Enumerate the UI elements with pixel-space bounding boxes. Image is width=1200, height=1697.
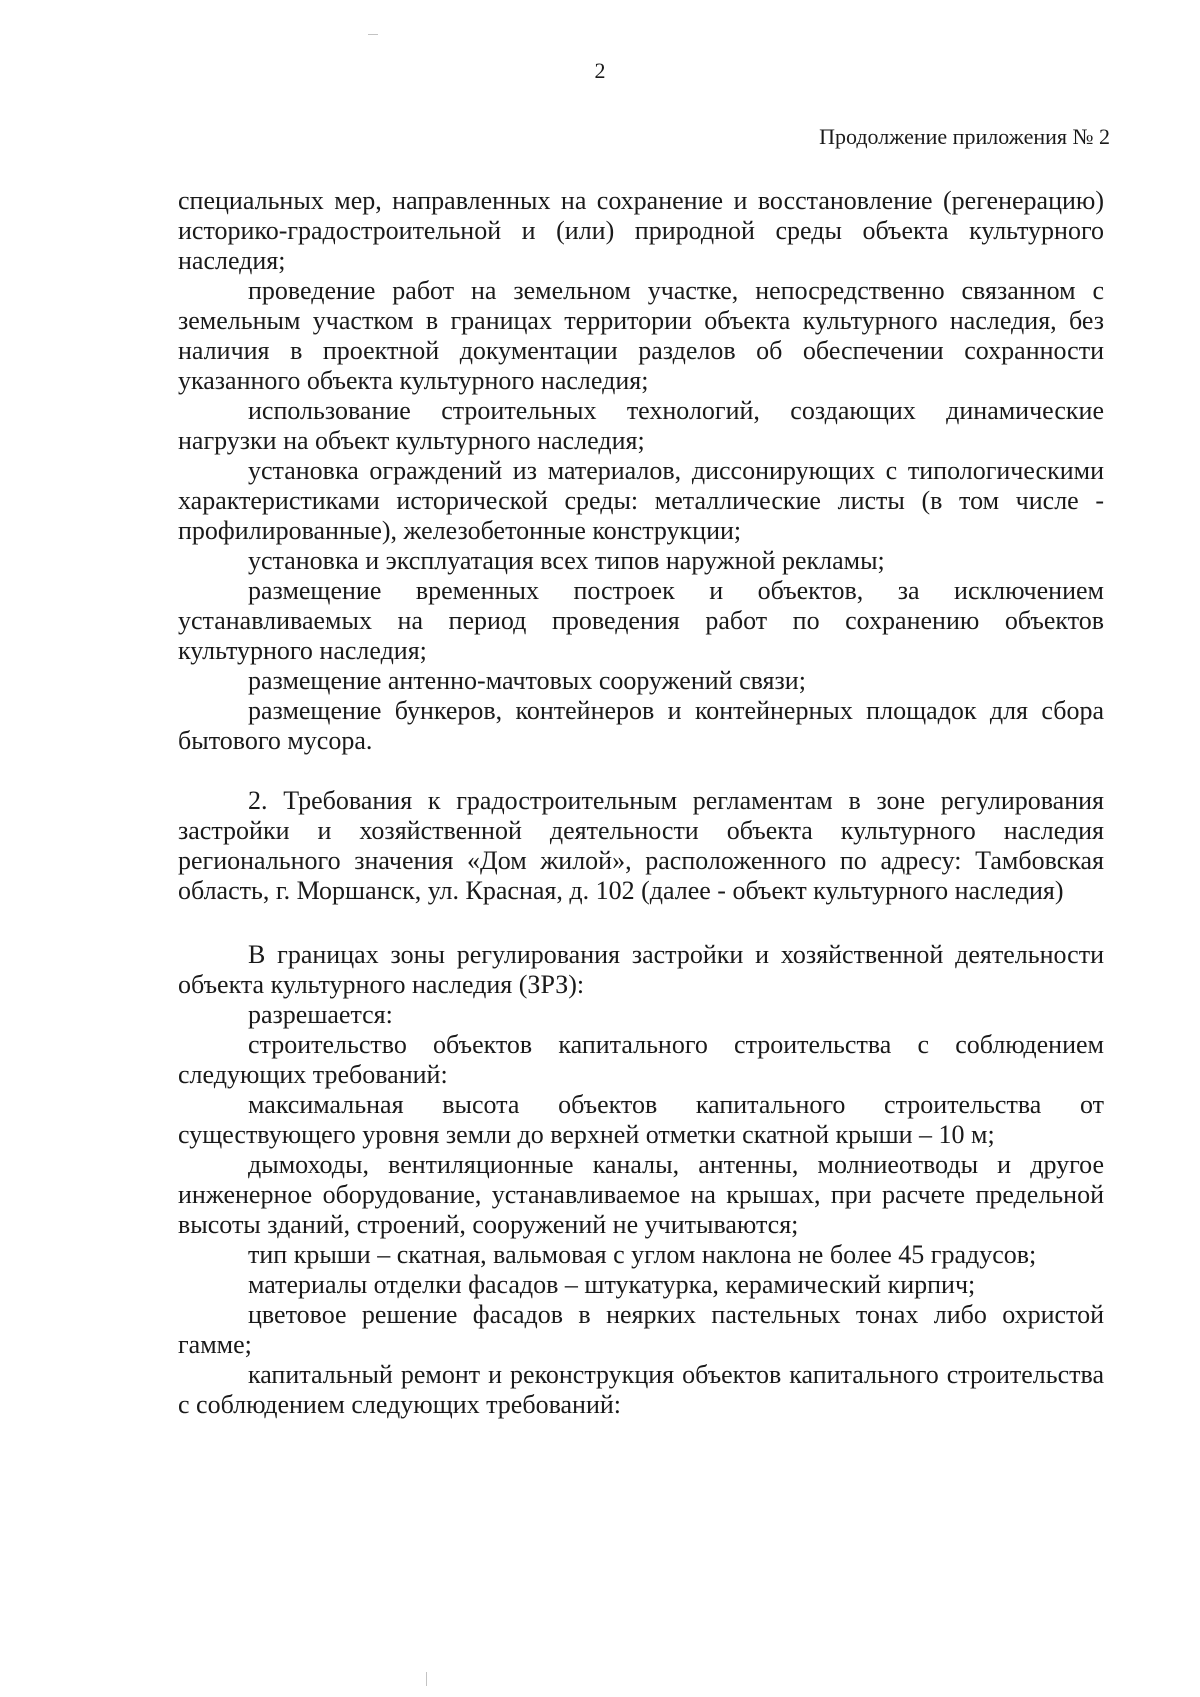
scan-artifact [426,1672,427,1686]
paragraph: В границах зоны регулирования застройки и хозяйственной деятельности объекта культурного наследия (ЗРЗ): [178,940,1104,999]
paragraph: дымоходы, вентиляционные каналы, антенны, молниеотводы и другое инженерное оборудование, устанавливаемое на крышах, при расчете предельной высоты зданий, строений, сооружений не учитываются; [178,1150,1104,1239]
scan-artifact [368,34,378,35]
paragraph: строительство объектов капитального строительства с соблюдением следующих требований: [178,1030,1104,1089]
paragraph: размещение антенно-мачтовых сооружений связи; [248,666,806,695]
paragraph: размещение бункеров, контейнеров и контейнерных площадок для сбора бытового мусора. [178,696,1104,755]
paragraph: материалы отделки фасадов – штукатурка, керамический кирпич; [248,1270,976,1299]
document-body [178,186,1104,1420]
paragraph: максимальная высота объектов капитального строительства от существующего уровня земли до верхней отметки скатной крыши – 10 м; [178,1090,1104,1149]
paragraph: использование строительных технологий, создающих динамические нагрузки на объект культурного наследия; [178,396,1104,455]
paragraph: размещение временных построек и объектов, за исключением устанавливаемых на период проведения работ по сохранению объектов культурного наследия; [178,576,1104,665]
paragraph: тип крыши – скатная, вальмовая с углом наклона не более 45 градусов; [248,1240,1037,1269]
paragraph: разрешается: [248,1000,393,1029]
paragraph: установка и эксплуатация всех типов наружной рекламы; [248,546,885,575]
paragraph: установка ограждений из материалов, диссонирующих с типологическими характеристиками исторической среды: металлические листы (в том числе - профилированные), железобетонные конструкции; [178,456,1104,545]
appendix-continuation-note: Продолжение приложения № 2 [819,124,1110,149]
paragraph: капитальный ремонт и реконструкция объектов капитального строительства с соблюдением следующих требований: [178,1360,1104,1419]
paragraph: цветовое решение фасадов в неярких пастельных тонах либо охристой гамме; [178,1300,1104,1359]
section-heading-paragraph: 2. Требования к градостроительным регламентам в зоне регулирования застройки и хозяйственной деятельности объекта культурного наследия регионального значения «Дом жилой», расположенного по адресу: Тамбовская область, г. Моршанск, ул. Красная, д. 102 (далее - объект культурного наследия) [178,786,1104,905]
paragraph: проведение работ на земельном участке, непосредственно связанном с земельным участком в границах территории объекта культурного наследия, без наличия в проектной документации разделов об обеспечении сохранности указанного объекта культурного наследия; [178,276,1104,395]
page-number: 2 [594,58,606,83]
paragraph: специальных мер, направленных на сохранение и восстановление (регенерацию) историко-градостроительной и (или) природной среды объекта культурного наследия; [178,186,1104,275]
